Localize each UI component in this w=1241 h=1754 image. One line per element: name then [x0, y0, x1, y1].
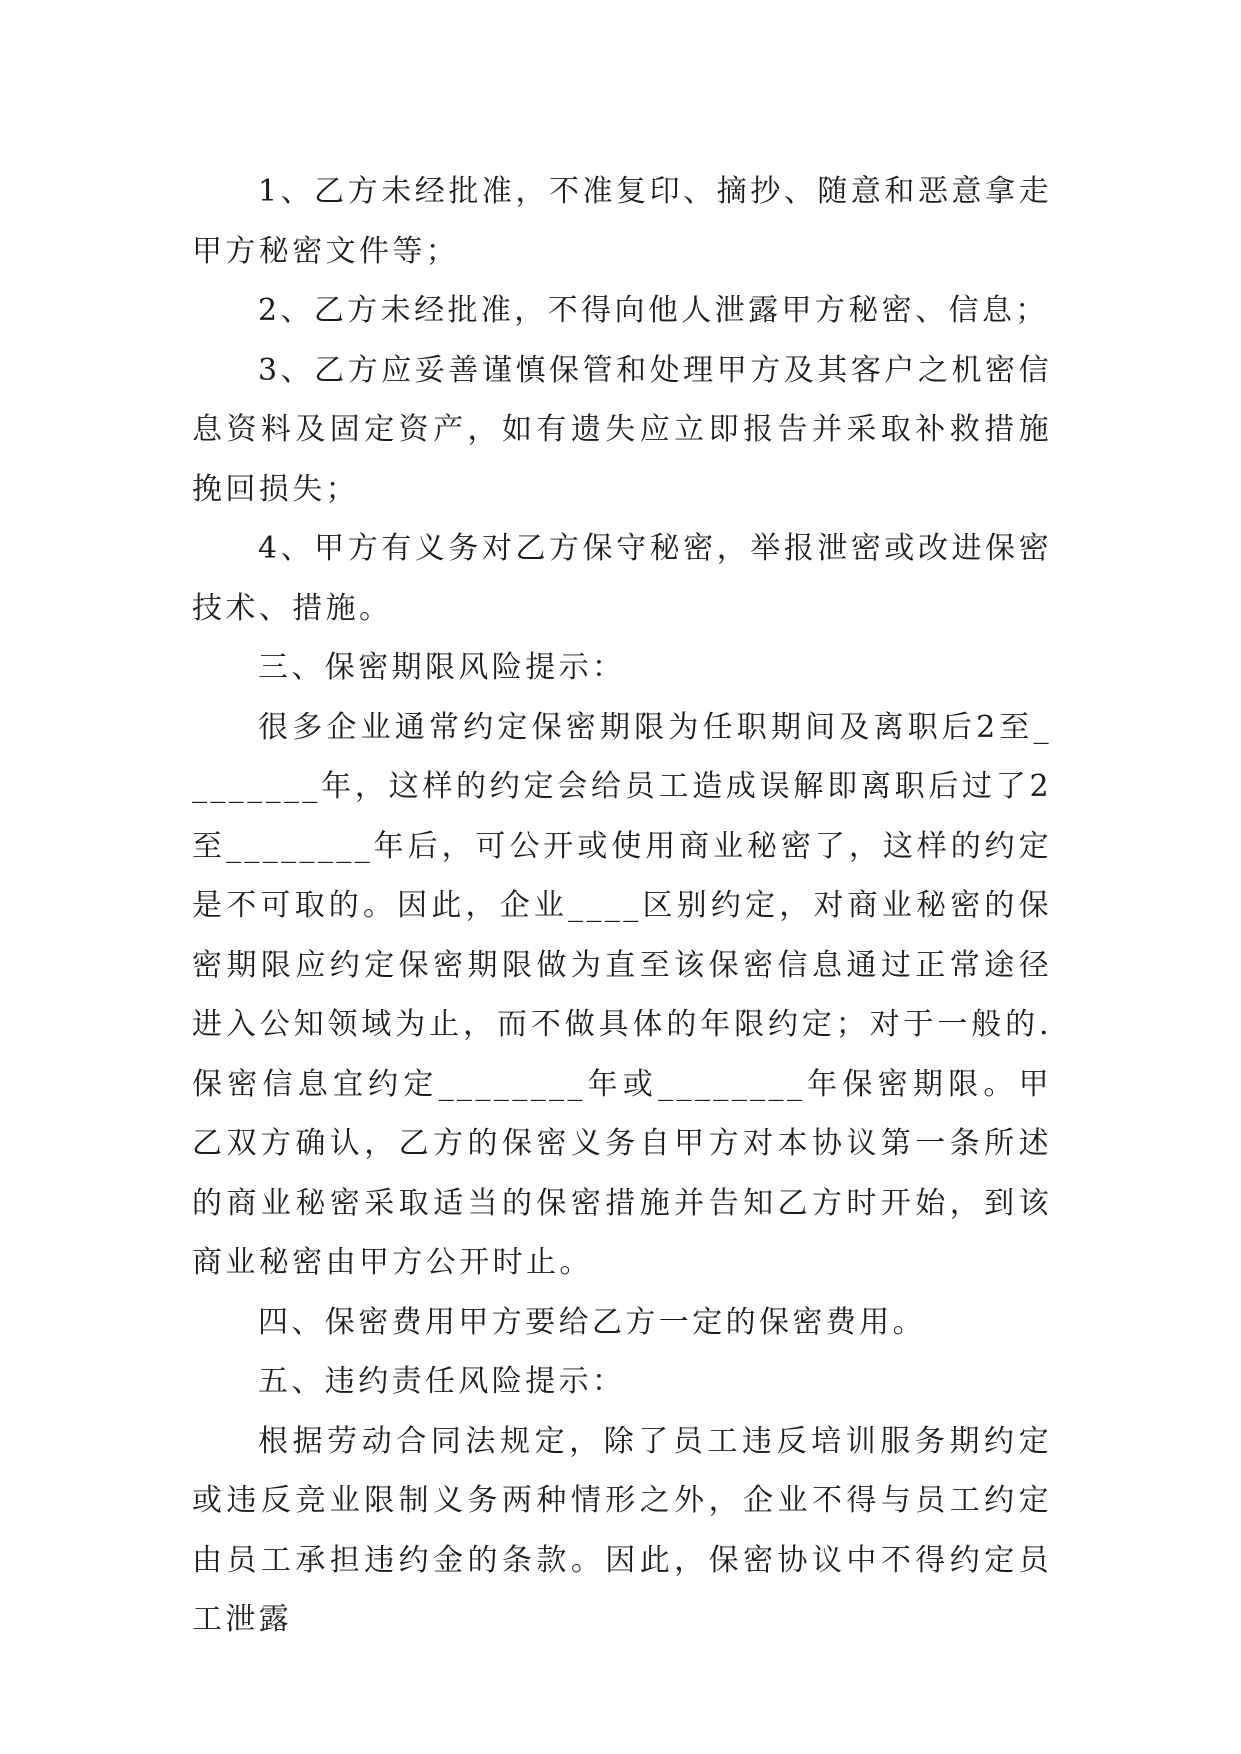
section-heading-4: 四、保密费用甲方要给乙方一定的保密费用。 — [258, 1304, 926, 1340]
paragraph-confidentiality-period: 很多企业通常约定保密期限为任职期间及离职后2至________年，这样的约定会给员工造成误解即离职后过了2至________年后，可公开或使用商业秘密了，这样的约定是不可取的。因此，企业____区别约定，对商业秘密的保密期限应约定保密期限做为直至该保密信息通过正常途径进入公知领域为止，而不做具体的年限约定；对于一般的.保密信息宜约定________年或________年保密期限。甲乙双方确认，乙方的保密义务自甲方对本协议第一条所述的商业秘密采取适当的保密措施并告知乙方时开始，到该商业秘密由甲方公开时止。 — [192, 709, 1052, 1280]
paragraph-clause-4: 4、甲方有义务对乙方保守秘密，举报泄密或改进保密技术、措施。 — [192, 531, 1052, 626]
paragraph-clause-2: 2、乙方未经批准，不得向他人泄露甲方秘密、信息； — [258, 293, 1049, 328]
section-heading-5: 五、违约责任风险提示： — [258, 1364, 626, 1399]
document-body — [192, 162, 1052, 1650]
paragraph-clause-1: 1、乙方未经批准，不准复印、摘抄、随意和恶意拿走甲方秘密文件等； — [192, 174, 1052, 269]
paragraph-liability: 根据劳动合同法规定，除了员工违反培训服务期约定或违反竞业限制义务两种情形之外，企业不得与员工约定由员工承担违约金的条款。因此，保密协议中不得约定员工泄露 — [192, 1423, 1052, 1637]
section-heading-3: 三、保密期限风险提示： — [258, 650, 626, 685]
paragraph-clause-3: 3、乙方应妥善谨慎保管和处理甲方及其客户之机密信息资料及固定资产，如有遗失应立即报告并采取补救措施挽回损失； — [192, 352, 1052, 507]
